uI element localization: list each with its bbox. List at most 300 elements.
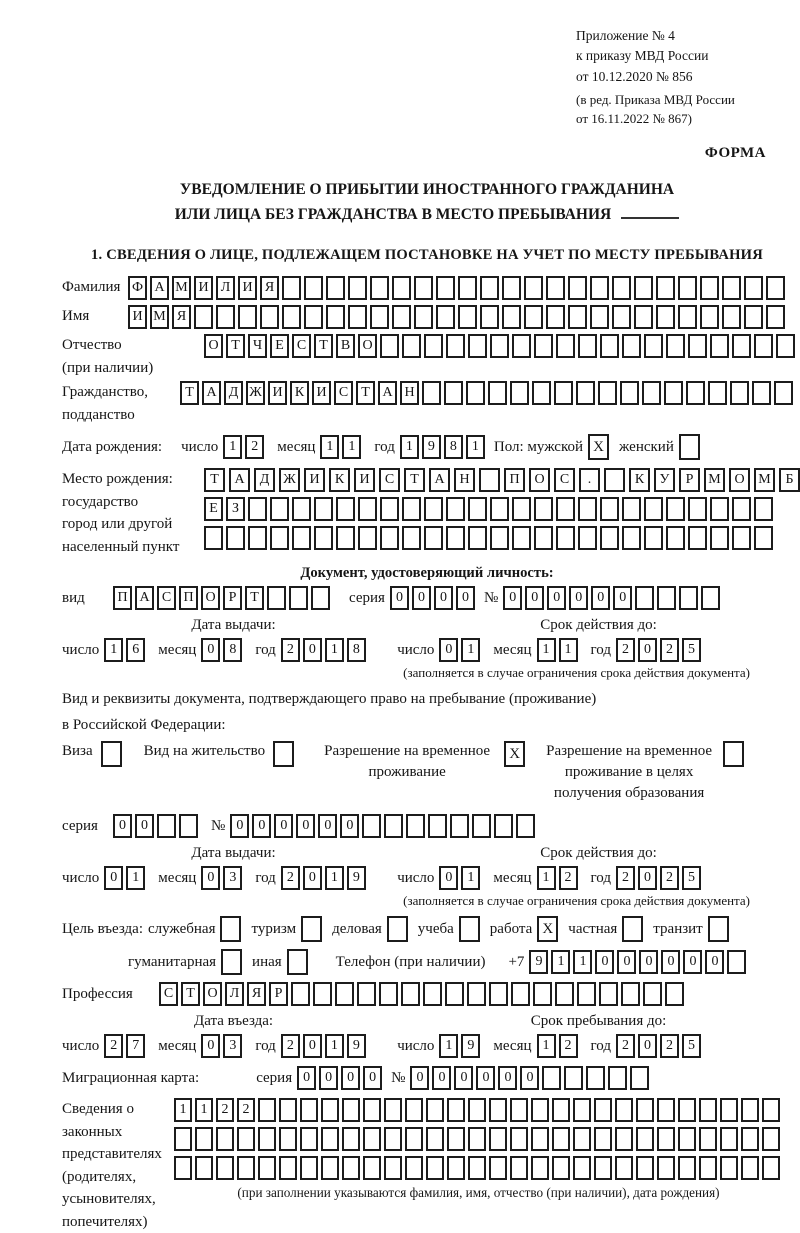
char-box[interactable] — [573, 1156, 591, 1180]
char-box[interactable] — [446, 526, 465, 550]
char-box[interactable] — [552, 1098, 570, 1122]
char-box[interactable] — [590, 305, 609, 329]
char-box[interactable]: Л — [216, 276, 235, 300]
char-box[interactable]: 9 — [347, 1034, 366, 1058]
char-box[interactable] — [608, 1066, 627, 1090]
char-box[interactable] — [406, 814, 425, 838]
char-box[interactable] — [468, 334, 487, 358]
char-box[interactable] — [600, 526, 619, 550]
char-box[interactable]: 1 — [466, 435, 485, 459]
char-box[interactable]: Т — [404, 468, 425, 492]
char-box[interactable] — [392, 305, 411, 329]
char-box[interactable] — [657, 586, 676, 610]
char-box[interactable] — [426, 1098, 444, 1122]
char-box[interactable] — [578, 334, 597, 358]
char-box[interactable]: С — [554, 468, 575, 492]
char-box[interactable] — [688, 334, 707, 358]
char-box[interactable] — [534, 526, 553, 550]
char-box[interactable] — [179, 814, 198, 838]
char-box[interactable]: 9 — [461, 1034, 480, 1058]
char-box[interactable] — [774, 381, 793, 405]
char-box[interactable] — [531, 1098, 549, 1122]
char-box[interactable]: Т — [314, 334, 333, 358]
char-box[interactable] — [300, 1098, 318, 1122]
char-box[interactable]: 1 — [174, 1098, 192, 1122]
char-box[interactable]: 0 — [439, 638, 458, 662]
char-box[interactable] — [335, 982, 354, 1006]
char-box[interactable] — [512, 526, 531, 550]
char-box[interactable]: 0 — [498, 1066, 517, 1090]
char-box[interactable] — [578, 497, 597, 521]
char-box[interactable] — [556, 526, 575, 550]
char-box[interactable]: 1 — [537, 866, 556, 890]
char-box[interactable]: 0 — [638, 1034, 657, 1058]
char-box[interactable]: Л — [225, 982, 244, 1006]
char-box[interactable]: 1 — [439, 1034, 458, 1058]
char-box[interactable] — [600, 497, 619, 521]
char-box[interactable] — [722, 305, 741, 329]
char-box[interactable]: 0 — [135, 814, 154, 838]
char-box[interactable] — [516, 814, 535, 838]
char-box[interactable]: 2 — [245, 435, 264, 459]
char-box[interactable]: 0 — [520, 1066, 539, 1090]
char-box[interactable]: 1 — [537, 1034, 556, 1058]
char-box[interactable]: 0 — [319, 1066, 338, 1090]
char-box[interactable] — [450, 814, 469, 838]
char-box[interactable] — [424, 334, 443, 358]
char-box[interactable] — [405, 1127, 423, 1151]
purpose-business-checkbox[interactable] — [387, 916, 408, 942]
char-box[interactable]: 0 — [412, 586, 431, 610]
char-box[interactable] — [664, 381, 683, 405]
char-box[interactable] — [657, 1127, 675, 1151]
char-box[interactable] — [489, 1127, 507, 1151]
char-box[interactable] — [699, 1156, 717, 1180]
char-box[interactable] — [720, 1127, 738, 1151]
char-box[interactable]: 1 — [342, 435, 361, 459]
char-box[interactable]: 2 — [660, 638, 679, 662]
char-box[interactable] — [468, 497, 487, 521]
char-box[interactable]: М — [150, 305, 169, 329]
char-box[interactable] — [686, 381, 705, 405]
char-box[interactable] — [701, 586, 720, 610]
char-box[interactable]: М — [754, 468, 775, 492]
char-box[interactable] — [384, 1156, 402, 1180]
char-box[interactable]: Т — [181, 982, 200, 1006]
char-box[interactable]: 0 — [297, 1066, 316, 1090]
char-box[interactable]: И — [128, 305, 147, 329]
char-box[interactable] — [260, 305, 279, 329]
char-box[interactable]: 2 — [616, 1034, 635, 1058]
char-box[interactable] — [267, 586, 286, 610]
char-box[interactable] — [510, 1098, 528, 1122]
char-box[interactable]: 1 — [325, 638, 344, 662]
char-box[interactable] — [467, 982, 486, 1006]
char-box[interactable]: С — [157, 586, 176, 610]
char-box[interactable] — [358, 497, 377, 521]
char-box[interactable] — [546, 305, 565, 329]
char-box[interactable]: 0 — [705, 950, 724, 974]
char-box[interactable] — [422, 381, 441, 405]
char-box[interactable] — [510, 381, 529, 405]
char-box[interactable] — [490, 497, 509, 521]
char-box[interactable]: К — [629, 468, 650, 492]
char-box[interactable] — [532, 381, 551, 405]
char-box[interactable]: 5 — [682, 638, 701, 662]
char-box[interactable] — [342, 1127, 360, 1151]
char-box[interactable]: А — [150, 276, 169, 300]
char-box[interactable]: Ф — [128, 276, 147, 300]
char-box[interactable] — [552, 1127, 570, 1151]
char-box[interactable]: Р — [679, 468, 700, 492]
char-box[interactable]: 0 — [476, 1066, 495, 1090]
char-box[interactable] — [494, 814, 513, 838]
char-box[interactable] — [666, 526, 685, 550]
char-box[interactable]: А — [378, 381, 397, 405]
char-box[interactable] — [313, 982, 332, 1006]
char-box[interactable]: 0 — [113, 814, 132, 838]
char-box[interactable] — [644, 497, 663, 521]
char-box[interactable]: 2 — [559, 1034, 578, 1058]
char-box[interactable] — [744, 305, 763, 329]
char-box[interactable] — [741, 1127, 759, 1151]
char-box[interactable] — [490, 526, 509, 550]
char-box[interactable] — [555, 982, 574, 1006]
char-box[interactable] — [380, 334, 399, 358]
char-box[interactable] — [620, 381, 639, 405]
char-box[interactable] — [600, 334, 619, 358]
char-box[interactable]: 0 — [638, 866, 657, 890]
char-box[interactable] — [311, 586, 330, 610]
char-box[interactable] — [656, 276, 675, 300]
char-box[interactable] — [402, 334, 421, 358]
char-box[interactable] — [458, 276, 477, 300]
char-box[interactable] — [741, 1098, 759, 1122]
char-box[interactable] — [446, 334, 465, 358]
purpose-study-checkbox[interactable] — [459, 916, 480, 942]
char-box[interactable] — [678, 305, 697, 329]
char-box[interactable]: Я — [247, 982, 266, 1006]
char-box[interactable] — [157, 814, 176, 838]
char-box[interactable] — [216, 1156, 234, 1180]
char-box[interactable]: С — [334, 381, 353, 405]
char-box[interactable]: И — [268, 381, 287, 405]
char-box[interactable]: П — [504, 468, 525, 492]
char-box[interactable]: Р — [269, 982, 288, 1006]
char-box[interactable] — [678, 1156, 696, 1180]
char-box[interactable] — [511, 982, 530, 1006]
char-box[interactable] — [174, 1156, 192, 1180]
char-box[interactable] — [472, 814, 491, 838]
char-box[interactable] — [502, 305, 521, 329]
char-box[interactable] — [594, 1127, 612, 1151]
char-box[interactable] — [380, 497, 399, 521]
char-box[interactable] — [688, 497, 707, 521]
char-box[interactable]: 1 — [537, 638, 556, 662]
char-box[interactable] — [766, 305, 785, 329]
purpose-transit-checkbox[interactable] — [708, 916, 729, 942]
char-box[interactable] — [578, 526, 597, 550]
char-box[interactable] — [720, 1098, 738, 1122]
char-box[interactable] — [258, 1098, 276, 1122]
char-box[interactable]: Ж — [246, 381, 265, 405]
char-box[interactable] — [679, 586, 698, 610]
char-box[interactable] — [502, 276, 521, 300]
char-box[interactable] — [573, 1098, 591, 1122]
char-box[interactable] — [304, 305, 323, 329]
char-box[interactable] — [300, 1156, 318, 1180]
purpose-official-checkbox[interactable] — [220, 916, 241, 942]
char-box[interactable] — [666, 497, 685, 521]
char-box[interactable] — [466, 381, 485, 405]
char-box[interactable]: 3 — [223, 1034, 242, 1058]
char-box[interactable]: 1 — [195, 1098, 213, 1122]
char-box[interactable] — [622, 526, 641, 550]
char-box[interactable]: 0 — [591, 586, 610, 610]
char-box[interactable] — [762, 1098, 780, 1122]
char-box[interactable]: 0 — [318, 814, 337, 838]
char-box[interactable]: Д — [254, 468, 275, 492]
char-box[interactable]: 9 — [347, 866, 366, 890]
char-box[interactable] — [594, 1098, 612, 1122]
char-box[interactable]: О — [203, 982, 222, 1006]
char-box[interactable] — [426, 1156, 444, 1180]
char-box[interactable] — [700, 276, 719, 300]
char-box[interactable]: 0 — [303, 866, 322, 890]
char-box[interactable]: 6 — [126, 638, 145, 662]
char-box[interactable] — [512, 497, 531, 521]
char-box[interactable] — [326, 276, 345, 300]
char-box[interactable] — [489, 982, 508, 1006]
char-box[interactable]: 0 — [274, 814, 293, 838]
char-box[interactable] — [598, 381, 617, 405]
char-box[interactable] — [552, 1156, 570, 1180]
char-box[interactable] — [445, 982, 464, 1006]
char-box[interactable] — [414, 305, 433, 329]
char-box[interactable] — [754, 497, 773, 521]
char-box[interactable]: 0 — [340, 814, 359, 838]
char-box[interactable] — [321, 1098, 339, 1122]
char-box[interactable]: С — [159, 982, 178, 1006]
char-box[interactable] — [237, 1127, 255, 1151]
char-box[interactable] — [314, 497, 333, 521]
char-box[interactable]: 1 — [551, 950, 570, 974]
char-box[interactable] — [727, 950, 746, 974]
char-box[interactable] — [479, 468, 500, 492]
char-box[interactable] — [568, 305, 587, 329]
char-box[interactable] — [710, 334, 729, 358]
char-box[interactable]: Н — [400, 381, 419, 405]
char-box[interactable] — [564, 1066, 583, 1090]
char-box[interactable]: Ж — [279, 468, 300, 492]
temp-residence-edu-checkbox[interactable] — [723, 741, 744, 767]
char-box[interactable]: 3 — [223, 866, 242, 890]
char-box[interactable] — [590, 276, 609, 300]
char-box[interactable]: П — [179, 586, 198, 610]
char-box[interactable] — [270, 526, 289, 550]
char-box[interactable]: 1 — [104, 638, 123, 662]
purpose-work-checkbox[interactable]: X — [537, 916, 558, 942]
char-box[interactable] — [279, 1156, 297, 1180]
char-box[interactable]: 2 — [281, 638, 300, 662]
char-box[interactable] — [370, 276, 389, 300]
char-box[interactable] — [468, 526, 487, 550]
char-box[interactable] — [656, 305, 675, 329]
char-box[interactable] — [636, 1156, 654, 1180]
char-box[interactable] — [424, 497, 443, 521]
char-box[interactable] — [556, 497, 575, 521]
char-box[interactable]: Я — [172, 305, 191, 329]
char-box[interactable]: 2 — [559, 866, 578, 890]
char-box[interactable] — [599, 982, 618, 1006]
char-box[interactable] — [289, 586, 308, 610]
char-box[interactable] — [379, 982, 398, 1006]
char-box[interactable]: У — [654, 468, 675, 492]
sex-male-checkbox[interactable]: X — [588, 434, 609, 460]
char-box[interactable] — [195, 1127, 213, 1151]
char-box[interactable] — [754, 334, 773, 358]
char-box[interactable]: 2 — [616, 866, 635, 890]
char-box[interactable]: 0 — [617, 950, 636, 974]
char-box[interactable] — [534, 497, 553, 521]
char-box[interactable]: 0 — [439, 866, 458, 890]
char-box[interactable]: М — [172, 276, 191, 300]
char-box[interactable] — [524, 305, 543, 329]
char-box[interactable]: 0 — [683, 950, 702, 974]
char-box[interactable] — [634, 305, 653, 329]
char-box[interactable] — [657, 1098, 675, 1122]
char-box[interactable] — [568, 276, 587, 300]
char-box[interactable]: 2 — [616, 638, 635, 662]
char-box[interactable] — [665, 982, 684, 1006]
char-box[interactable] — [722, 276, 741, 300]
char-box[interactable]: 0 — [547, 586, 566, 610]
residence-permit-checkbox[interactable] — [273, 741, 294, 767]
char-box[interactable]: 0 — [503, 586, 522, 610]
char-box[interactable] — [678, 1098, 696, 1122]
char-box[interactable]: О — [201, 586, 220, 610]
char-box[interactable] — [426, 1127, 444, 1151]
char-box[interactable] — [195, 1156, 213, 1180]
char-box[interactable]: 1 — [573, 950, 592, 974]
char-box[interactable] — [576, 381, 595, 405]
char-box[interactable]: 1 — [320, 435, 339, 459]
char-box[interactable] — [370, 305, 389, 329]
char-box[interactable]: С — [292, 334, 311, 358]
char-box[interactable] — [174, 1127, 192, 1151]
char-box[interactable] — [384, 1127, 402, 1151]
char-box[interactable] — [586, 1066, 605, 1090]
char-box[interactable]: А — [202, 381, 221, 405]
char-box[interactable] — [615, 1156, 633, 1180]
char-box[interactable] — [490, 334, 509, 358]
char-box[interactable]: Т — [245, 586, 264, 610]
char-box[interactable]: И — [312, 381, 331, 405]
char-box[interactable] — [402, 526, 421, 550]
char-box[interactable] — [752, 381, 771, 405]
char-box[interactable]: Т — [226, 334, 245, 358]
char-box[interactable]: Б — [779, 468, 800, 492]
char-box[interactable]: 0 — [661, 950, 680, 974]
char-box[interactable]: А — [229, 468, 250, 492]
char-box[interactable]: 0 — [363, 1066, 382, 1090]
char-box[interactable] — [556, 334, 575, 358]
char-box[interactable] — [621, 982, 640, 1006]
temp-residence-checkbox[interactable]: X — [504, 741, 525, 767]
char-box[interactable] — [489, 1156, 507, 1180]
char-box[interactable] — [622, 334, 641, 358]
char-box[interactable] — [258, 1127, 276, 1151]
char-box[interactable]: И — [354, 468, 375, 492]
char-box[interactable]: 1 — [223, 435, 242, 459]
char-box[interactable] — [612, 276, 631, 300]
char-box[interactable]: Т — [204, 468, 225, 492]
purpose-other-checkbox[interactable] — [287, 949, 308, 975]
char-box[interactable]: 0 — [104, 866, 123, 890]
char-box[interactable] — [730, 381, 749, 405]
char-box[interactable] — [405, 1098, 423, 1122]
char-box[interactable] — [480, 276, 499, 300]
char-box[interactable]: . — [579, 468, 600, 492]
char-box[interactable] — [336, 526, 355, 550]
char-box[interactable] — [336, 497, 355, 521]
purpose-tourism-checkbox[interactable] — [301, 916, 322, 942]
char-box[interactable]: 0 — [410, 1066, 429, 1090]
char-box[interactable] — [488, 381, 507, 405]
purpose-humanitarian-checkbox[interactable] — [221, 949, 242, 975]
char-box[interactable] — [357, 982, 376, 1006]
char-box[interactable] — [531, 1127, 549, 1151]
char-box[interactable] — [326, 305, 345, 329]
char-box[interactable] — [643, 982, 662, 1006]
char-box[interactable]: К — [290, 381, 309, 405]
char-box[interactable] — [524, 276, 543, 300]
char-box[interactable] — [292, 526, 311, 550]
char-box[interactable]: А — [429, 468, 450, 492]
char-box[interactable] — [594, 1156, 612, 1180]
char-box[interactable]: 8 — [347, 638, 366, 662]
char-box[interactable]: 0 — [569, 586, 588, 610]
purpose-private-checkbox[interactable] — [622, 916, 643, 942]
char-box[interactable] — [348, 305, 367, 329]
char-box[interactable] — [216, 1127, 234, 1151]
char-box[interactable]: Я — [260, 276, 279, 300]
sex-female-checkbox[interactable] — [679, 434, 700, 460]
char-box[interactable]: А — [135, 586, 154, 610]
char-box[interactable] — [612, 305, 631, 329]
char-box[interactable] — [577, 982, 596, 1006]
char-box[interactable]: 2 — [281, 866, 300, 890]
char-box[interactable]: 0 — [432, 1066, 451, 1090]
char-box[interactable] — [636, 1127, 654, 1151]
char-box[interactable]: 0 — [595, 950, 614, 974]
char-box[interactable] — [700, 305, 719, 329]
char-box[interactable]: О — [729, 468, 750, 492]
char-box[interactable]: 1 — [400, 435, 419, 459]
char-box[interactable]: 0 — [303, 638, 322, 662]
char-box[interactable]: 0 — [296, 814, 315, 838]
char-box[interactable] — [766, 276, 785, 300]
char-box[interactable] — [688, 526, 707, 550]
char-box[interactable]: Е — [270, 334, 289, 358]
char-box[interactable] — [604, 468, 625, 492]
char-box[interactable] — [279, 1098, 297, 1122]
char-box[interactable]: 0 — [456, 586, 475, 610]
char-box[interactable]: Д — [224, 381, 243, 405]
char-box[interactable] — [216, 305, 235, 329]
char-box[interactable]: О — [204, 334, 223, 358]
char-box[interactable] — [531, 1156, 549, 1180]
